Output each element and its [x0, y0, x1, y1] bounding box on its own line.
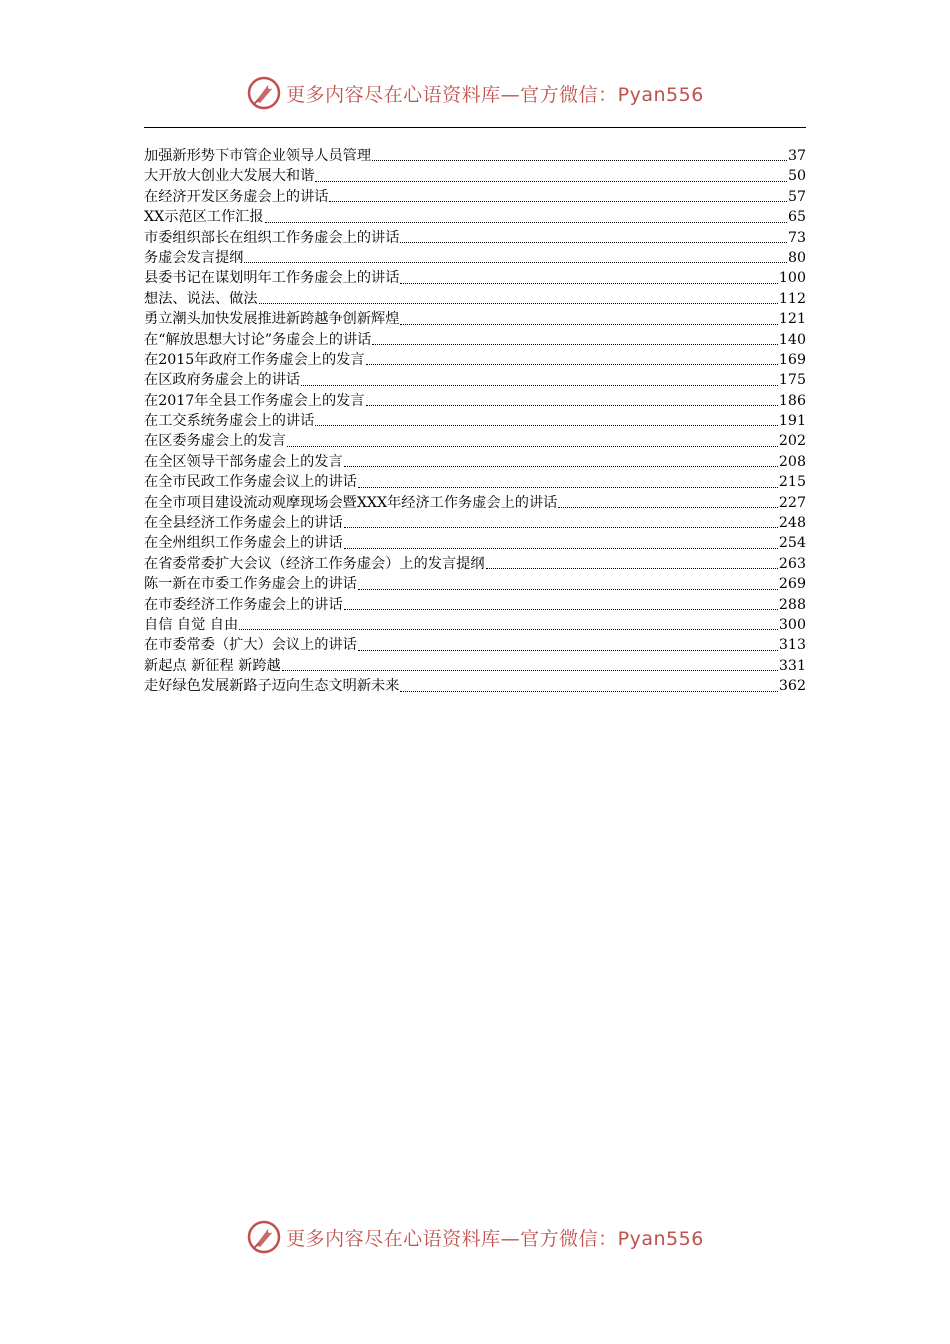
toc-entry-page-number: 263	[778, 555, 806, 572]
toc-entry-title: 在全县经济工作务虚会上的讲话	[144, 515, 343, 532]
toc-dot-leader	[282, 670, 778, 671]
toc-entry-page-number: 288	[778, 596, 806, 613]
toc-entry[interactable]	[144, 493, 806, 513]
toc-entry-page-number: 208	[778, 453, 806, 470]
toc-entry-page-number: 100	[778, 270, 806, 287]
toc-entry-page-number: 215	[778, 474, 806, 491]
toc-dot-leader	[366, 364, 778, 365]
toc-entry-page-number: 300	[778, 616, 806, 633]
toc-entry-page-number: 80	[787, 249, 806, 266]
toc-entry-page-number: 202	[778, 433, 806, 450]
toc-entry-page-number: 57	[787, 188, 806, 205]
toc-entry-title: 新起点 新征程 新跨越	[144, 657, 281, 674]
toc-entry-page-number: 227	[778, 494, 806, 511]
toc-entry-title: 在“解放思想大讨论”务虚会上的讲话	[144, 331, 372, 348]
toc-entry-title: 陈一新在市委工作务虚会上的讲话	[144, 576, 357, 593]
toc-entry-title: 自信 自觉 自由	[144, 616, 239, 633]
toc-entry[interactable]	[144, 533, 806, 553]
toc-dot-leader	[372, 160, 787, 161]
toc-dot-leader	[400, 242, 787, 243]
table-of-contents	[144, 146, 806, 697]
watermark-text: 更多内容尽在心语资料库—官方微信：Pyan556	[286, 1227, 704, 1250]
toc-entry[interactable]	[144, 554, 806, 574]
toc-entry[interactable]	[144, 574, 806, 594]
toc-entry-page-number: 362	[778, 678, 806, 695]
toc-entry-page-number: 313	[778, 637, 806, 654]
toc-entry-title: 大开放大创业大发展大和谐	[144, 168, 315, 185]
toc-entry-page-number: 175	[778, 372, 806, 389]
toc-dot-leader	[486, 568, 778, 569]
toc-dot-leader	[400, 283, 778, 284]
toc-entry-title: 在全区领导干部务虚会上的发言	[144, 453, 343, 470]
toc-dot-leader	[329, 201, 786, 202]
toc-entry-page-number: 186	[778, 392, 806, 409]
toc-dot-leader	[358, 650, 778, 651]
toc-entry-title: 市委组织部长在组织工作务虚会上的讲话	[144, 229, 400, 246]
toc-entry-page-number: 269	[778, 576, 806, 593]
toc-entry-page-number: 112	[778, 290, 806, 307]
toc-entry[interactable]	[144, 309, 806, 329]
toc-dot-leader	[400, 324, 778, 325]
toc-entry[interactable]	[144, 656, 806, 676]
toc-dot-leader	[301, 385, 778, 386]
toc-entry-title: 在2015年政府工作务虚会上的发言	[144, 351, 365, 368]
toc-dot-leader	[315, 181, 787, 182]
toc-entry[interactable]	[144, 615, 806, 635]
toc-entry[interactable]	[144, 513, 806, 533]
toc-entry[interactable]	[144, 452, 806, 472]
toc-entry-page-number: 248	[778, 515, 806, 532]
toc-entry[interactable]	[144, 228, 806, 248]
toc-entry-page-number: 65	[787, 209, 806, 226]
toc-entry-title: 在全市项目建设流动观摩现场会暨XXX年经济工作务虚会上的讲话	[144, 494, 558, 511]
toc-dot-leader	[400, 691, 778, 692]
toc-dot-leader	[344, 609, 778, 610]
toc-dot-leader	[558, 507, 778, 508]
toc-entry-title: 走好绿色发展新路子迈向生态文明新未来	[144, 678, 400, 695]
toc-entry[interactable]	[144, 350, 806, 370]
toc-entry-page-number: 121	[778, 311, 806, 328]
toc-dot-leader	[358, 487, 778, 488]
toc-entry[interactable]	[144, 268, 806, 288]
toc-entry[interactable]	[144, 391, 806, 411]
toc-entry-title: 在区委务虚会上的发言	[144, 433, 286, 450]
toc-entry-title: 在市委常委（扩大）会议上的讲话	[144, 637, 357, 654]
toc-entry-page-number: 140	[778, 331, 806, 348]
watermark-text: 更多内容尽在心语资料库—官方微信：Pyan556	[286, 83, 704, 106]
toc-entry[interactable]	[144, 166, 806, 186]
toc-entry[interactable]	[144, 635, 806, 655]
toc-entry-title: 在工交系统务虚会上的讲话	[144, 413, 315, 430]
toc-dot-leader	[344, 527, 778, 528]
toc-entry-page-number: 37	[787, 147, 806, 164]
toc-entry-page-number: 254	[778, 535, 806, 552]
toc-entry-title: 想法、说法、做法	[144, 290, 258, 307]
toc-dot-leader	[366, 405, 778, 406]
toc-dot-leader	[344, 548, 778, 549]
toc-entry-title: 在全州组织工作务虚会上的讲话	[144, 535, 343, 552]
toc-entry-title: 在区政府务虚会上的讲话	[144, 372, 301, 389]
pen-nib-logo-icon	[246, 1219, 282, 1255]
toc-entry[interactable]	[144, 248, 806, 268]
toc-entry-title: 在经济开发区务虚会上的讲话	[144, 188, 329, 205]
toc-dot-leader	[259, 303, 778, 304]
toc-entry[interactable]	[144, 472, 806, 492]
toc-entry[interactable]	[144, 595, 806, 615]
toc-entry-title: 在2017年全县工作务虚会上的发言	[144, 392, 365, 409]
toc-dot-leader	[372, 344, 778, 345]
toc-entry[interactable]	[144, 187, 806, 207]
toc-entry-page-number: 331	[778, 657, 806, 674]
toc-entry-page-number: 50	[787, 168, 806, 185]
toc-entry-title: 在省委常委扩大会议（经济工作务虚会）上的发言提纲	[144, 555, 485, 572]
toc-entry[interactable]	[144, 289, 806, 309]
toc-entry-title: 在全市民政工作务虚会议上的讲话	[144, 474, 357, 491]
pen-nib-logo-icon	[246, 75, 282, 111]
toc-entry[interactable]	[144, 207, 806, 227]
toc-entry-page-number: 169	[778, 351, 806, 368]
toc-entry-page-number: 191	[778, 413, 806, 430]
toc-entry[interactable]	[144, 431, 806, 451]
toc-entry-title: 务虚会发言提纲	[144, 249, 244, 266]
toc-dot-leader	[344, 466, 778, 467]
toc-dot-leader	[244, 262, 787, 263]
toc-entry-title: 勇立潮头加快发展推进新跨越争创新辉煌	[144, 311, 400, 328]
toc-entry[interactable]	[144, 146, 806, 166]
header-watermark	[0, 73, 950, 113]
toc-dot-leader	[265, 222, 787, 223]
footer-watermark	[0, 1217, 950, 1257]
toc-entry[interactable]	[144, 330, 806, 350]
toc-entry[interactable]	[144, 411, 806, 431]
toc-dot-leader	[358, 589, 778, 590]
toc-entry-title: 在市委经济工作务虚会上的讲话	[144, 596, 343, 613]
toc-dot-leader	[239, 629, 778, 630]
toc-entry-page-number: 73	[787, 229, 806, 246]
toc-dot-leader	[287, 446, 778, 447]
toc-entry[interactable]	[144, 676, 806, 696]
toc-dot-leader	[315, 425, 778, 426]
toc-entry-title: 县委书记在谋划明年工作务虚会上的讲话	[144, 270, 400, 287]
header-rule	[144, 127, 806, 128]
toc-entry-title: 加强新形势下市管企业领导人员管理	[144, 147, 372, 164]
toc-entry-title: XX示范区工作汇报	[144, 209, 264, 226]
toc-entry[interactable]	[144, 370, 806, 390]
